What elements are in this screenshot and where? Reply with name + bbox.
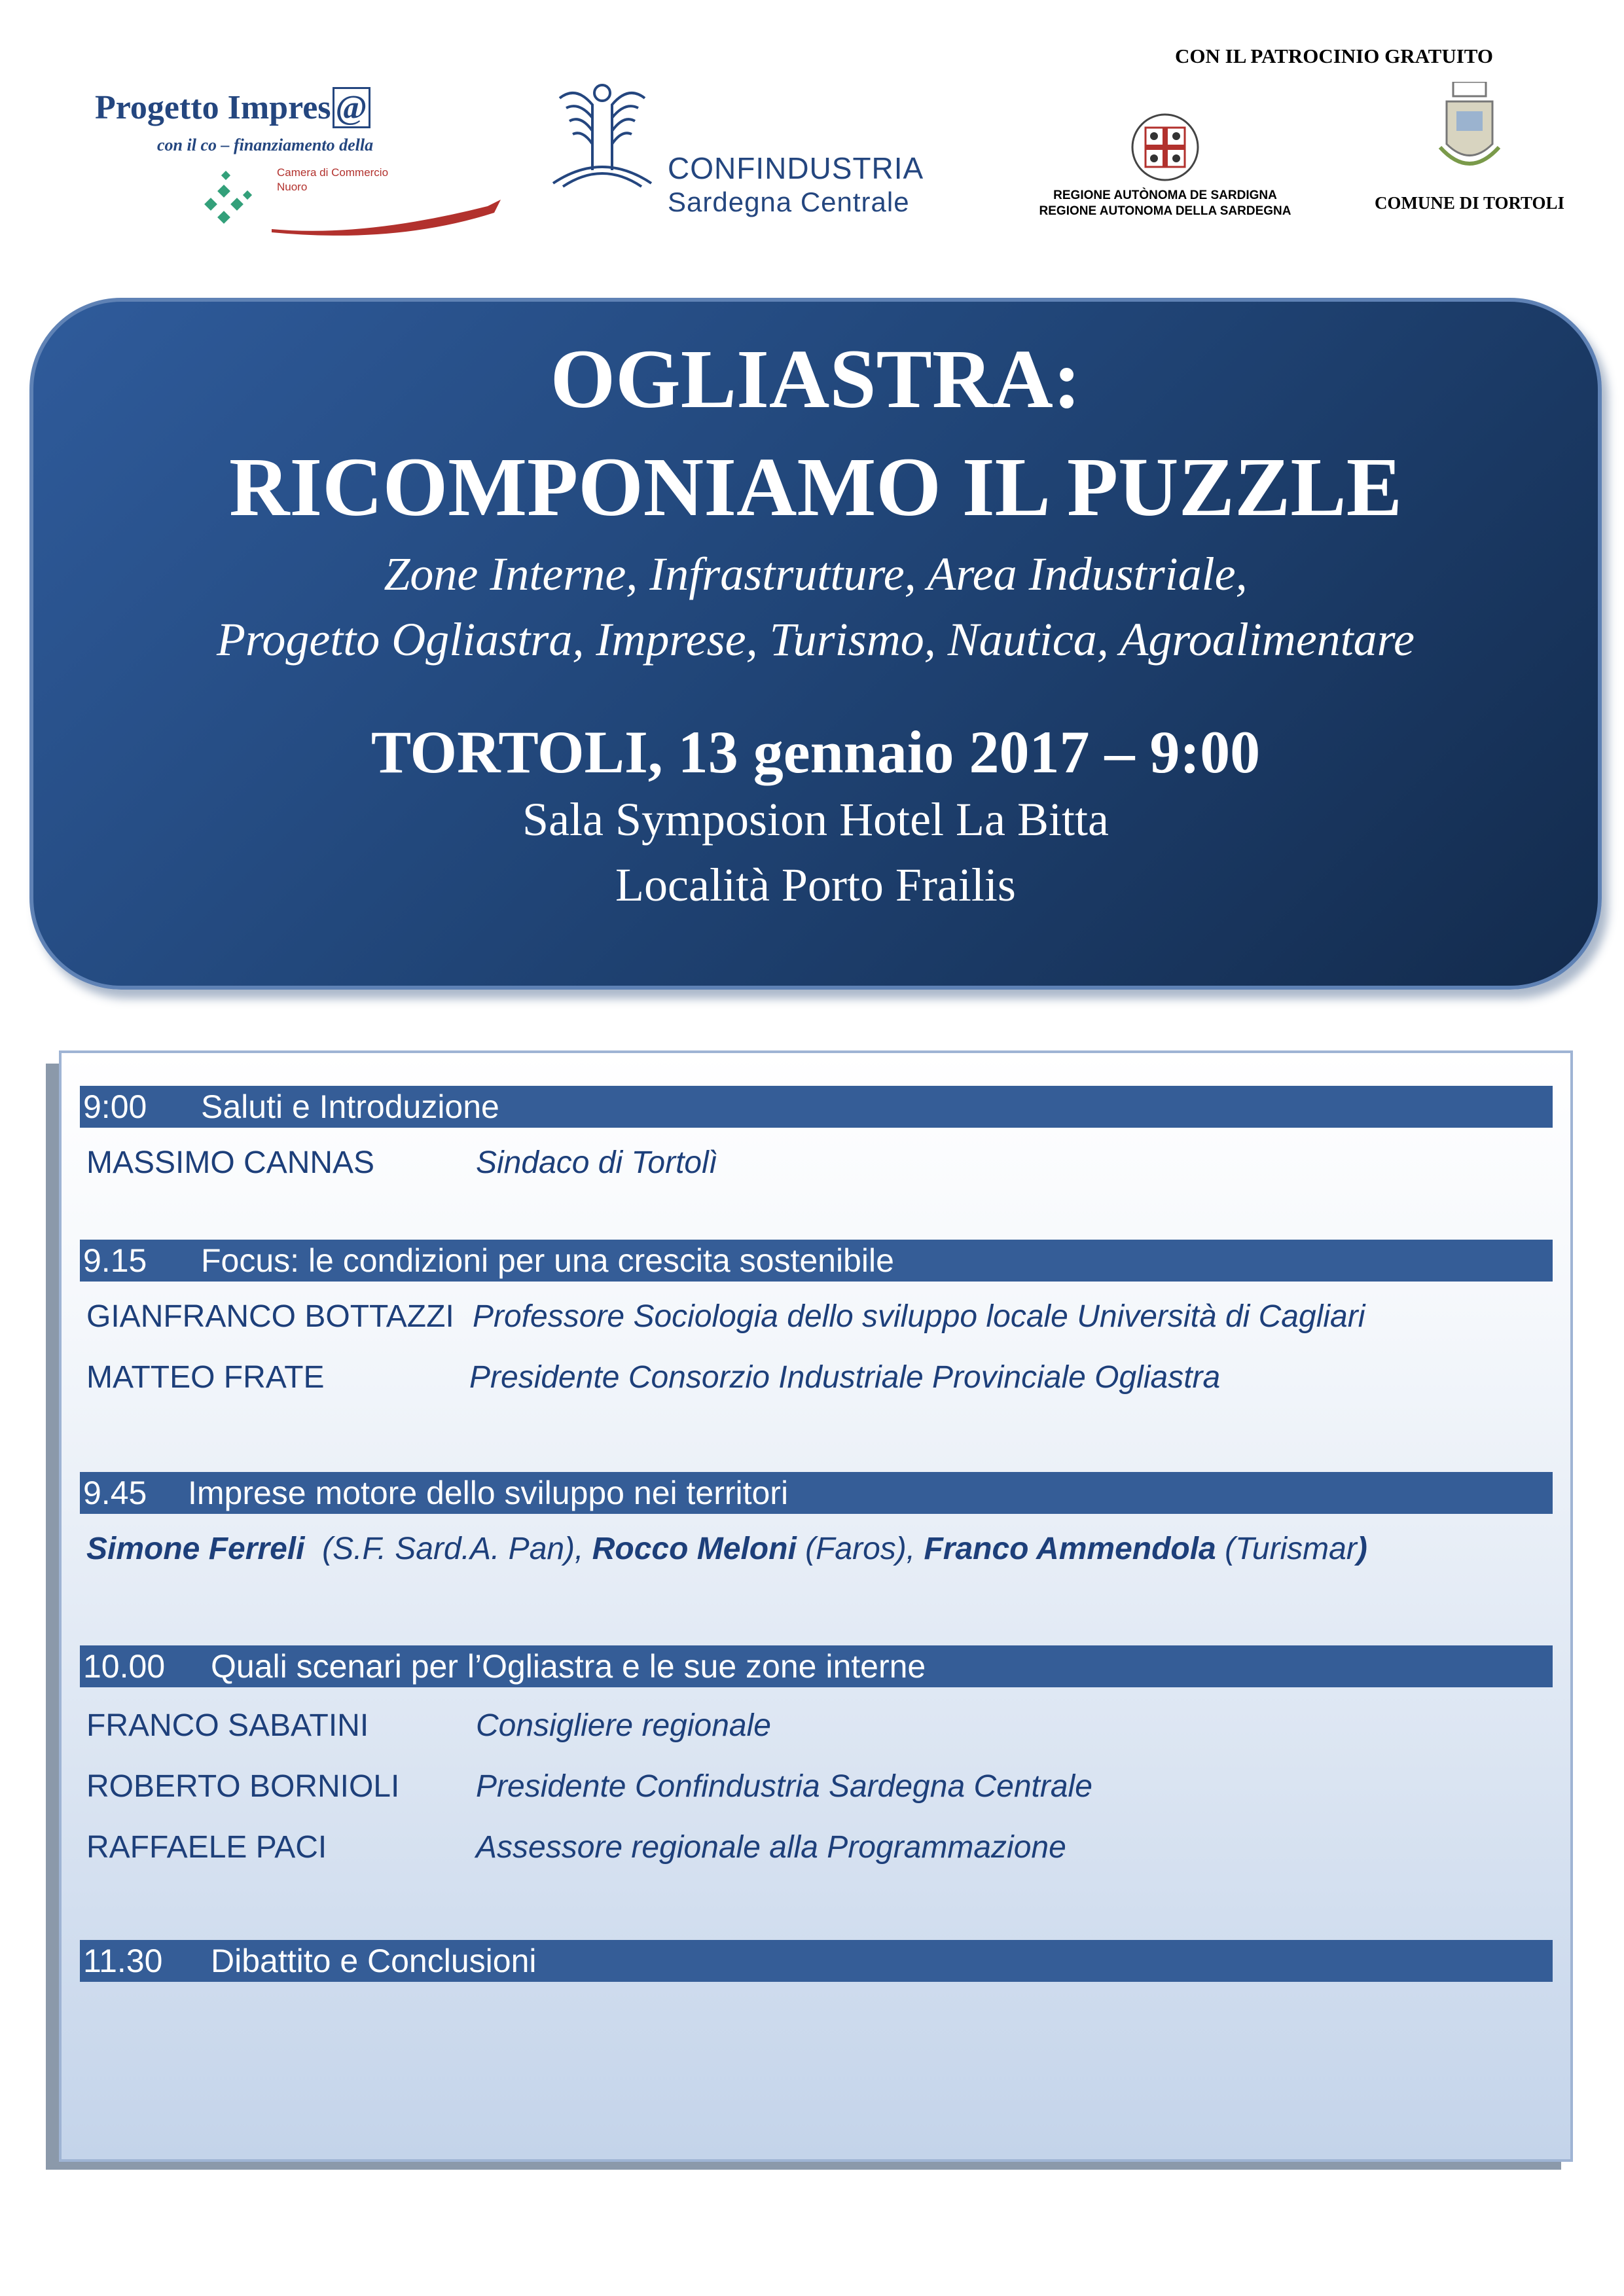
regione-sardegna-logo bbox=[1028, 105, 1303, 223]
banner-title-line1: OGLIASTRA: bbox=[550, 332, 1081, 425]
confindustria-eagle-icon bbox=[547, 79, 658, 190]
progetto-impresa-title: Progetto Impres @ bbox=[95, 88, 370, 127]
program-panel bbox=[59, 1050, 1573, 2162]
session-title: Imprese motore dello sviluppo nei territori bbox=[188, 1475, 789, 1511]
confindustria-name: CONFINDUSTRIA bbox=[668, 151, 924, 185]
session-title: Saluti e Introduzione bbox=[201, 1088, 499, 1125]
progetto-impresa-logo bbox=[95, 88, 422, 242]
session-header-1 bbox=[80, 1086, 1553, 1128]
speaker-org-close: ) bbox=[1356, 1532, 1367, 1566]
camera-commercio-label: Camera di Commercio Nuoro bbox=[277, 166, 389, 193]
session-header-4 bbox=[80, 1645, 1553, 1687]
speaker-name: GIANFRANCO BOTTAZZI bbox=[86, 1299, 454, 1334]
session-title: Focus: le condizioni per una crescita sostenibile bbox=[201, 1242, 894, 1279]
comune-tortoli-logo bbox=[1348, 75, 1591, 226]
speaker-role: Presidente Consorzio Industriale Provinciale Ogliastra bbox=[469, 1360, 1221, 1395]
speaker-role: Presidente Confindustria Sardegna Centrale bbox=[476, 1769, 1092, 1804]
speaker-org: (S.F. Sard.A. Pan), bbox=[304, 1532, 592, 1566]
speaker-name: RAFFAELE PACI bbox=[86, 1830, 327, 1865]
banner-venue: Sala Symposion Hotel La Bitta bbox=[522, 793, 1109, 846]
speaker-role: Sindaco di Tortolì bbox=[476, 1145, 718, 1180]
comune-tortoli-crest-icon bbox=[1434, 82, 1506, 180]
session-time: 9:00 bbox=[83, 1088, 147, 1125]
comune-tortoli-name: COMUNE DI TORTOLI bbox=[1374, 193, 1565, 213]
speaker-role: Consigliere regionale bbox=[476, 1708, 771, 1743]
confindustria-sub: Sardegna Centrale bbox=[668, 187, 910, 217]
speaker-name: MATTEO FRATE bbox=[86, 1360, 325, 1395]
regione-name-italiano: REGIONE AUTONOMA DELLA SARDEGNA bbox=[1039, 204, 1291, 218]
banner-date: TORTOLI, 13 gennaio 2017 – 9:00 bbox=[370, 719, 1261, 785]
speaker-inline-list bbox=[86, 1531, 1367, 1567]
confindustria-logo bbox=[547, 79, 979, 236]
session-header-3 bbox=[80, 1472, 1553, 1514]
speaker-name: Rocco Meloni bbox=[592, 1532, 797, 1566]
banner-topics-line2: Progetto Ogliastra, Imprese, Turismo, Nautica, Agroalimentare bbox=[217, 613, 1415, 666]
session-title: Dibattito e Conclusioni bbox=[211, 1943, 537, 1979]
session-time: 9.15 bbox=[83, 1242, 147, 1279]
regione-name-sardo: REGIONE AUTÒNOMA DE SARDIGNA bbox=[1053, 188, 1277, 202]
speaker-org: (Faros), bbox=[796, 1532, 924, 1566]
banner-topics-line1: Zone Interne, Infrastrutture, Area Industriale, bbox=[384, 548, 1248, 600]
speaker-role: Assessore regionale alla Programmazione bbox=[476, 1830, 1066, 1865]
session-time: 11.30 bbox=[83, 1943, 163, 1979]
speaker-name: ROBERTO BORNIOLI bbox=[86, 1769, 400, 1804]
speaker-role: Professore Sociologia dello sviluppo locale Università di Cagliari bbox=[473, 1299, 1365, 1334]
banner-title-line2: RICOMPONIAMO IL PUZZLE bbox=[228, 440, 1403, 533]
progetto-cofinanziamento-text: con il co – finanziamento della bbox=[157, 135, 374, 154]
session-header-5 bbox=[80, 1940, 1553, 1982]
session-header-2 bbox=[80, 1240, 1553, 1282]
banner-location: Località Porto Frailis bbox=[615, 859, 1016, 911]
session-title: Quali scenari per l’Ogliastra e le sue zone interne bbox=[211, 1648, 926, 1685]
session-time: 9.45 bbox=[83, 1475, 147, 1511]
speaker-org: (Turismar bbox=[1216, 1532, 1357, 1566]
event-banner bbox=[29, 298, 1602, 990]
speaker-name: Franco Ammendola bbox=[924, 1532, 1216, 1566]
patrocinio-heading: CON IL PATROCINIO GRATUITO bbox=[1175, 45, 1494, 67]
speaker-name: FRANCO SABATINI bbox=[86, 1708, 369, 1743]
regione-sardegna-crest-icon bbox=[1129, 111, 1201, 183]
session-time: 10.00 bbox=[83, 1648, 166, 1685]
speaker-name: MASSIMO CANNAS bbox=[86, 1145, 375, 1180]
speaker-name: Simone Ferreli bbox=[86, 1532, 305, 1566]
